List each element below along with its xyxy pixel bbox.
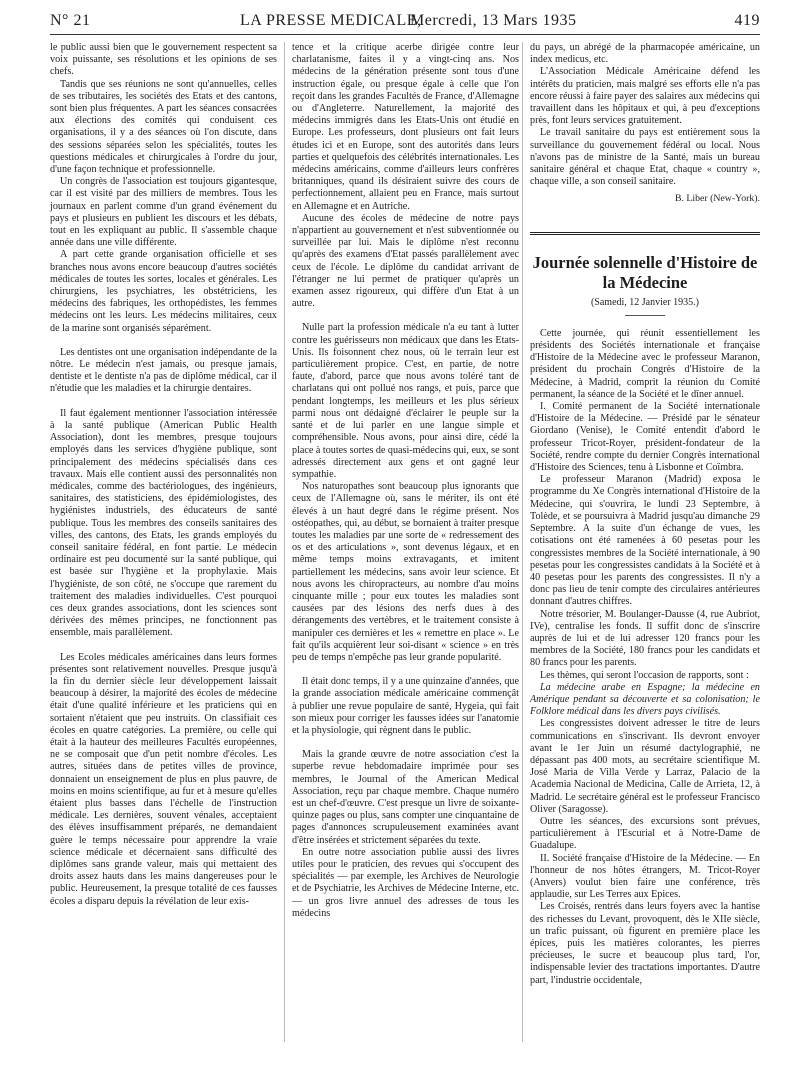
page-number: 419 — [734, 12, 760, 29]
paragraph: tence et la critique acerbe dirigée contre leur charlatanisme, faites il y a vingt-cinq ans. Nos médecins de la génération présente sont tous d'une instruction égale, ou presque égale à celle que l'on reçoit dans les grandes Facultés de France, d'Allemagne ou d'Angleterre. Naturellement, la majorité des médecins immigrés dans les Etats-Unis ont étudié en Europe. Les professeurs, dont plusieurs ont fait leurs études ici et en Europe, sont des autorités dans leurs parties et quelquefois des célébrités internationales. Les médecins américains, comme d'ailleurs leurs confrères britanniques, quand ils désiraient suivre des cours de perfectionnement, allaient peu en France, mais surtout en Allemagne et en Autriche. — [292, 42, 519, 212]
paragraph: Nulle part la profession médicale n'a eu tant à lutter contre les guérisseurs non médicaux que dans les Etats-Unis. Ils foisonnent chez nous, où le terrain leur est particulièrement propice. C'est, en partie, de notre faute, d'abord, parce que nous avons toléré tant de charlatans qui ont pollué nos rangs, et puis, parce que pendant longtemps, les meilleurs et les plus sérieux parmi nous ont dédaigné d'éclairer le peuple sur la santé et de lui parler en une langue simple et compréhensible. Nous avons, pour ainsi dire, cédé la place à toutes sortes de quasi-médecins qui, eux, se sont adressés directement aux gens et ont gagné leur sympathie. — [292, 322, 519, 480]
paragraph: Cette journée, qui réunit essentiellement les présidents des Sociétés internationale et française d'Histoire de la Médecine avec le professeur Maranon, président du prochain Congrès d'Histoire de la Médecine, à Madrid, comprit la réunion du Comité permanent, la séance de la Société et le dîner annuel. — [530, 327, 760, 400]
article-title: Journée solennelle d'Histoire de la Médecine — [532, 252, 758, 292]
paragraph: Aucune des écoles de médecine de notre pays n'appartient au gouvernement et n'est subventionnée ou surveillée par lui. Mais le diplôme n'est reconnu qu'après des examens d'Etat passés parallèlement avec ceux de l'école. Le diplôme du candidat arrivant de l'étranger ne lui permet de pratiquer qu'après un examen assez rigoureux, qui diffère d'un Etat à un autre. — [292, 212, 519, 310]
journal-title: LA PRESSE MEDICALE, — [240, 12, 422, 29]
paragraph: II. Société française d'Histoire de la Médecine. — En l'honneur de nos hôtes étrangers, M. Tricot-Royer (Anvers) voulut bien faire une conférence, très applaudie, sur Les Terres aux Epices. — [530, 852, 760, 901]
paragraph: A part cette grande organisation officielle et ses branches nous avons encore beaucoup d'autres sociétés médicales de toutes les sortes, locales et générales. Les chirurgiens, les psychiatres, les obstétriciens, les médecins des fabriques, les orthopédistes, les femmes médecins ont les leurs. Les médecins militaires, ceux de la marine sont organisés séparément. — [50, 249, 277, 334]
issue-date: Mercredi, 13 Mars 1935 — [410, 12, 577, 29]
column-1 — [50, 42, 277, 908]
issue-number: N° 21 — [50, 12, 91, 29]
article-date: (Samedi, 12 Janvier 1935.) — [590, 296, 700, 308]
paragraph: En outre notre association publie aussi des livres utiles pour le praticien, des revues qui s'occupent des spécialités — par exemple, les Archives de Neurologie et de Psychiatrie, les Archives de Médecine Interne, etc. — un gros livre annuel des adresses de tous les médecins — [292, 846, 519, 919]
paragraph: Tandis que ses réunions ne sont qu'annuelles, celles de ses tributaires, les sociétés des Etats et des cantons, sont bien plus fréquentes. A part les séances consacrées aux élections des comités qui conduisent ces organisations, il y a des séances où l'on discute, dans des sessions séparées selon les spécialités, toutes les questions médicales et chirurgicales à l'ordre du jour, d'une façon technique et professionnelle. — [50, 78, 277, 176]
paragraph: Il faut également mentionner l'association intéressée à la santé publique (American Public Health Association), dont les membres, presque toujours employés dans les services d'hygiène publique, sont principalement des médecins spécialisés dans ces travaux. Mais elle contient aussi des personnalités non médicales, comme des bactériologues, des ingénieurs, sanitaires, des statisticiens, des épidémiologistes, des hygiénistes industriels, des éducateurs de santé publique. Tous les membres des conseils sanitaires des villes, des cantons, des Etats, les grands employés du conseil sanitaire fédéral, en font partie. Le médecin ordinaire est peu documenté sur la santé publique, qui est basée sur l'hygiène et la prophylaxie. Mais l'hygiéniste, de son côté, ne s'occupe que rarement du traitement des maladies individuelles. C'est pourquoi ces deux grandes associations, dont les sciences sont dérivées des mêmes principes, ne fonctionnent pas ensemble, mais parallèlement. — [50, 407, 277, 639]
paragraph: Les Croisés, rentrés dans leurs foyers avec la hantise des richesses du Levant, provoquent, dès le XIIe siècle, un trafic puissant, où figurent en première place les épices, puis les matières colorantes, les pierres précieuses, le sucre et beaucoup plus tard, l'or, indispensable levier des tractations importantes. D'autre part, l'industrie occidentale, — [530, 901, 760, 986]
paragraph: Notre trésorier, M. Boulanger-Dausse (4, rue Aubriot, IVe), centralise les fonds. Il suffit donc de s'inscrire auprès de lui et de lui adresser 120 francs pour les membres de la Société, 180 francs pour les candidats et 80 francs pour les parents. — [530, 608, 760, 669]
paragraph: Nos naturopathes sont beaucoup plus ignorants que ceux de l'Allemagne où, sans le mériter, ils ont été élevés à un haut degré dans le régime présent. Nos ostéopathes, qui, au début, se bornaient à traiter presque toutes les maladies par une sorte de « redressement des os et des articulations », sont devenus légaux, et en même temps moins extravagants, et imitent partiellement les médecins, sans avoir leur science. Et nous avons les chiropracteurs, au nombre d'au moins cinquante mille ; pour eux toutes les maladies sont causées par des lésions des nerfs dues à des dérangements des vertèbres, et le traitement consiste à manipuler ces dernières et les « remettre en place ». Le fait qu'ils acquièrent leur soi-disant « science » en très peu de temps n'empêche pas leur grande popularité. — [292, 481, 519, 663]
paragraph: La médecine arabe en Espagne; la médecine en Amérique pendant sa découverte et sa colonisation; le Folklore médical dans les divers pays civilisés. — [530, 681, 760, 718]
paragraph: Outre les séances, des excursions sont prévues, particulièrement à l'Escurial et à Notre-Dame de Guadalupe. — [530, 815, 760, 852]
masthead — [50, 12, 760, 36]
paragraph: Le professeur Maranon (Madrid) exposa le programme du Xe Congrès international d'Histoire de la Médecine, qui s'ouvrira, le lundi 23 Septembre, à Tolède, et se poursuivra à Madrid jusqu'au dimanche 29 Septembre. A la suite d'un échange de vues, les cotisations ont été ramenées à 60 pesetas pour les congressistes membres de la Société internationale, à 90 pesetas pour les congressistes candidats à la Société et à 40 pesetas pour les parents des congressistes. Il n'y a donc pas lieu de tenir compte des circulaires antérieures donnant d'autres chiffres. — [530, 474, 760, 608]
paragraph: Les Ecoles médicales américaines dans leurs formes présentes sont relativement nouvelles. Presque jusqu'à la fin du dernier siècle leur développement laissait beaucoup à désirer, la majorité des écoles de médecine était d'une qualité inférieure et les praticiens qui en sortaient n'étaient que peu instruits. On classifiait ces écoles en quatre catégories. La première, ou celle qui était à la hauteur des meilleures Facultés européennes, ne se composait que d'un petit nombre d'écoles. Les autres, situées dans de petites villes de province, donnaient un enseignement de plus en plus pauvre, de moins en moins scientifique, au fur et à mesure qu'elles étaient plus basses dans l'échelle de l'instruction médicale. Les dernières, souvent vénales, acceptaient des élèves insuffisamment préparés, ne demandaient guère le temps nécessaire pour apprendre la vraie science médicale et décernaient sans difficulté des diplômes sans grande valeur, mais qui mettaient des droits assez hauts dans les mains dangereuses pour le public. Heureusement, la presque totalité de ces fausses écoles a disparu depuis la révélation de leur exis- — [50, 651, 277, 907]
paragraph: I. Comité permanent de la Société internationale d'Histoire de la Médecine. — Présidé par le sénateur Giordano (Venise), le Comité entendit d'abord le professeur Tricot-Royer, président-fondateur de la Société, rendre compte du dernier Congrès international d'Histoire des Sciences, tenu à Lisbonne et Coïmbra. — [530, 401, 760, 474]
paragraph: le public aussi bien que le gouvernement respectent sa voix puissante, ses résolutions et les opinions de ses chefs. — [50, 42, 277, 78]
column-divider — [284, 42, 285, 1042]
paragraph: du pays, un abrégé de la pharmacopée américaine, un index medicus, etc. — [530, 42, 760, 66]
author-signature: B. Liber (New-York). — [675, 193, 760, 205]
paragraph: Mais la grande œuvre de notre association c'est la superbe revue hebdomadaire imprimée pour ses membres, le Journal of the American Medical Association, reçu par chaque membre. Chaque numéro est un chef-d'œuvre. C'est presque un livre de soixante-quinze pages ou plus, sans compter une cinquantaine de pages d'annonces scrupuleusement examinées avant d'être insérées et strictement séparées du texte. — [292, 749, 519, 846]
paragraph: Les congressistes doivent adresser le titre de leurs communications en s'inscrivant. Ils devront envoyer avant le 1er Juin un résumé dactylographié, ne dépassant pas 400 mots, au secrétaire scientifique M. José Maria de Villa Verde y Larraz, Palacio de la Academia Nacional de Medicina, Calle de Arrieta, 12, à Madrid. Le secrétaire général est le professeur Francisco Oliver (Saragosse). — [530, 718, 760, 815]
paragraph: L'Association Médicale Américaine défend les intérêts du praticien, mais malgré ses efforts elle n'a pas encore réussi à faire payer des salaires aux médecins qui travaillent dans les hôpitaux et qui, à peu d'exceptions près, font leurs services gratuitement. — [530, 66, 760, 127]
paragraph: Les dentistes ont une organisation indépendante de la nôtre. Le médecin n'est jamais, ou presque jamais, dentiste et le dentiste n'a pas de diplôme médical, car il n'étudie que les maladies et la chirurgie dentaires. — [50, 346, 277, 395]
column-divider — [522, 42, 523, 1042]
column-2 — [292, 42, 519, 920]
paragraph: Les thèmes, qui seront l'occasion de rapports, sont : — [540, 669, 749, 681]
article-separator — [530, 232, 760, 235]
paragraph: Il était donc temps, il y a une quinzaine d'années, que la grande association médicale américaine commençât à publier une revue populaire de santé, Hygeia, qui fait son mieux pour corriger les fausses idées sur l'anatomie et la physiologie, qui règnent dans le public. — [292, 676, 519, 736]
header-rule — [50, 34, 760, 35]
title-rule — [625, 315, 665, 316]
column-3 — [530, 42, 760, 987]
paragraph: Un congrès de l'association est toujours gigantesque, car il est visité par des milliers de membres. Tous les journaux en parlent comme d'un grand événement du pays et plusieurs en publient les discours et les débats, tout en les expliquant au public. Il s'assemble chaque année dans une ville différente. — [50, 176, 277, 249]
paragraph: Le travail sanitaire du pays est entièrement sous la surveillance du gouvernement fédéral ou local. Nous n'avons pas de ministre de la Santé, mais un bureau sanitaire général et chaque Etat, chaque « country », chaque ville, a son conseil sanitaire. — [530, 127, 760, 188]
